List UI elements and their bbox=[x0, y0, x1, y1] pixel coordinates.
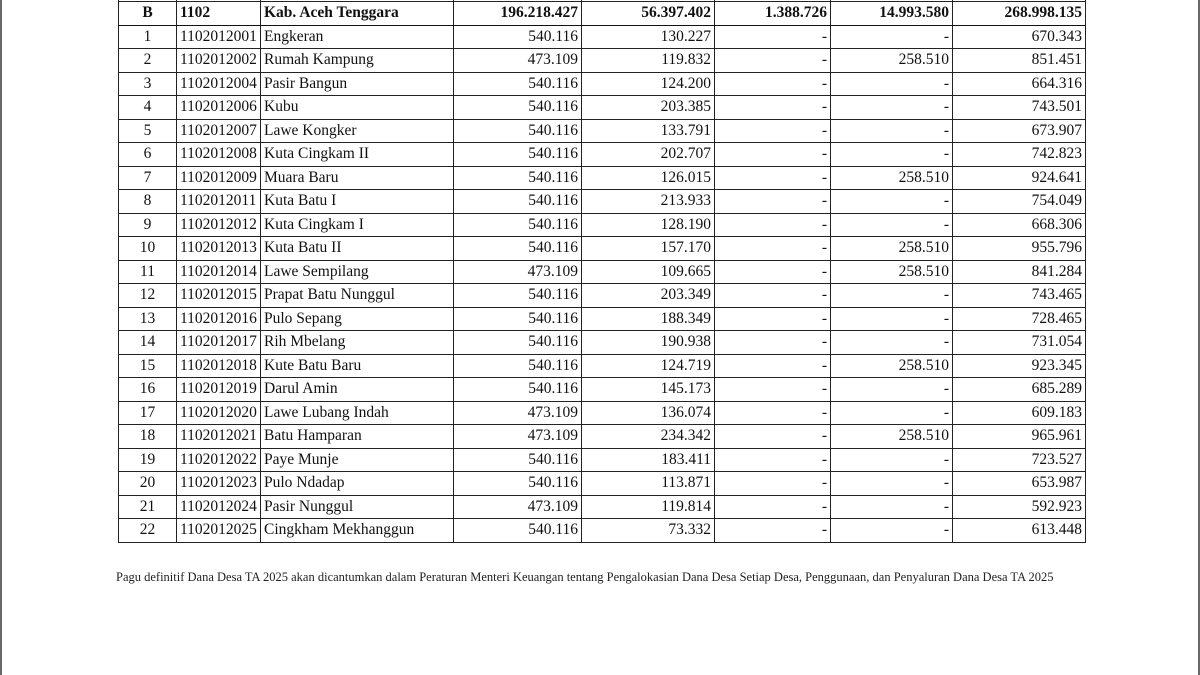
cell-value-1: 540.116 bbox=[454, 72, 582, 96]
cell-value-4: - bbox=[831, 331, 953, 355]
cell-name: Kubu bbox=[261, 96, 454, 120]
cell-code: 1102012016 bbox=[177, 307, 261, 331]
cell-no: 3 bbox=[119, 72, 177, 96]
cell-value-1: 540.116 bbox=[454, 119, 582, 143]
cell-name: Darul Amin bbox=[261, 378, 454, 402]
cell-no: 4 bbox=[119, 96, 177, 120]
table-row bbox=[119, 495, 1086, 519]
cell-value-3: - bbox=[715, 331, 831, 355]
cell-no: 21 bbox=[119, 495, 177, 519]
cell-value-3: - bbox=[715, 49, 831, 73]
cell-name: Pulo Sepang bbox=[261, 307, 454, 331]
cell-value-3: - bbox=[715, 354, 831, 378]
cell-value-4: - bbox=[831, 472, 953, 496]
cell-code: 1102012020 bbox=[177, 401, 261, 425]
cell-value-4: - bbox=[831, 190, 953, 214]
cell-value-3: - bbox=[715, 401, 831, 425]
cell-code: 1102012013 bbox=[177, 237, 261, 261]
cell-value-1: 196.218.427 bbox=[454, 2, 582, 26]
table-row bbox=[119, 448, 1086, 472]
cell-total: 268.998.135 bbox=[953, 2, 1086, 26]
cell-total: 592.923 bbox=[953, 495, 1086, 519]
cell-name: Cingkham Mekhanggun bbox=[261, 519, 454, 543]
cell-value-3: - bbox=[715, 284, 831, 308]
cell-value-4: 14.993.580 bbox=[831, 2, 953, 26]
cell-name: Kuta Batu II bbox=[261, 237, 454, 261]
cell-code: 1102 bbox=[177, 2, 261, 26]
cell-value-2: 128.190 bbox=[582, 213, 715, 237]
cell-no: 10 bbox=[119, 237, 177, 261]
cell-value-2: 130.227 bbox=[582, 25, 715, 49]
cell-value-3: - bbox=[715, 72, 831, 96]
table-row bbox=[119, 307, 1086, 331]
cell-total: 955.796 bbox=[953, 237, 1086, 261]
cell-name: Pasir Nunggul bbox=[261, 495, 454, 519]
cell-no: 9 bbox=[119, 213, 177, 237]
table-row bbox=[119, 519, 1086, 543]
table-row bbox=[119, 213, 1086, 237]
cell-value-1: 540.116 bbox=[454, 166, 582, 190]
cell-value-3: - bbox=[715, 448, 831, 472]
cell-value-4: - bbox=[831, 307, 953, 331]
cell-value-1: 540.116 bbox=[454, 519, 582, 543]
cell-value-2: 190.938 bbox=[582, 331, 715, 355]
cell-value-2: 136.074 bbox=[582, 401, 715, 425]
cell-code: 1102012008 bbox=[177, 143, 261, 167]
cell-value-2: 157.170 bbox=[582, 237, 715, 261]
cell-code: 1102012007 bbox=[177, 119, 261, 143]
cell-value-4: 258.510 bbox=[831, 260, 953, 284]
table-row bbox=[119, 143, 1086, 167]
cell-value-4: 258.510 bbox=[831, 49, 953, 73]
cell-value-3: - bbox=[715, 519, 831, 543]
cell-value-4: - bbox=[831, 401, 953, 425]
cell-value-4: 258.510 bbox=[831, 166, 953, 190]
cell-value-2: 113.871 bbox=[582, 472, 715, 496]
cell-total: 754.049 bbox=[953, 190, 1086, 214]
cell-no: 5 bbox=[119, 119, 177, 143]
cell-code: 1102012001 bbox=[177, 25, 261, 49]
table-row bbox=[119, 425, 1086, 449]
cell-value-2: 119.832 bbox=[582, 49, 715, 73]
cell-value-1: 473.109 bbox=[454, 401, 582, 425]
cell-no: 8 bbox=[119, 190, 177, 214]
cell-value-1: 540.116 bbox=[454, 472, 582, 496]
cell-no: 18 bbox=[119, 425, 177, 449]
cell-value-2: 145.173 bbox=[582, 378, 715, 402]
cell-code: 1102012024 bbox=[177, 495, 261, 519]
cell-code: 1102012015 bbox=[177, 284, 261, 308]
cell-value-2: 119.814 bbox=[582, 495, 715, 519]
cell-name: Rih Mbelang bbox=[261, 331, 454, 355]
cell-code: 1102012018 bbox=[177, 354, 261, 378]
cell-value-3: - bbox=[715, 96, 831, 120]
cell-value-4: - bbox=[831, 25, 953, 49]
cell-no: 20 bbox=[119, 472, 177, 496]
cell-value-4: 258.510 bbox=[831, 425, 953, 449]
cell-value-2: 133.791 bbox=[582, 119, 715, 143]
table-row bbox=[119, 166, 1086, 190]
cell-name: Kuta Cingkam II bbox=[261, 143, 454, 167]
cell-value-4: - bbox=[831, 96, 953, 120]
cell-name: Kuta Batu I bbox=[261, 190, 454, 214]
cell-no: 16 bbox=[119, 378, 177, 402]
cell-total: 841.284 bbox=[953, 260, 1086, 284]
cell-total: 742.823 bbox=[953, 143, 1086, 167]
cell-value-3: 1.388.726 bbox=[715, 2, 831, 26]
cell-value-1: 473.109 bbox=[454, 495, 582, 519]
cell-value-3: - bbox=[715, 495, 831, 519]
cell-code: 1102012019 bbox=[177, 378, 261, 402]
cell-value-3: - bbox=[715, 119, 831, 143]
cell-value-2: 124.200 bbox=[582, 72, 715, 96]
table-row bbox=[119, 354, 1086, 378]
cell-value-2: 183.411 bbox=[582, 448, 715, 472]
table-row bbox=[119, 25, 1086, 49]
cell-no: 6 bbox=[119, 143, 177, 167]
table-row-regency bbox=[119, 2, 1086, 26]
cell-value-2: 202.707 bbox=[582, 143, 715, 167]
cell-value-2: 203.385 bbox=[582, 96, 715, 120]
cell-name: Kab. Aceh Tenggara bbox=[261, 2, 454, 26]
cell-total: 670.343 bbox=[953, 25, 1086, 49]
cell-total: 685.289 bbox=[953, 378, 1086, 402]
cell-value-4: 258.510 bbox=[831, 354, 953, 378]
table-row bbox=[119, 49, 1086, 73]
cell-name: Pulo Ndadap bbox=[261, 472, 454, 496]
cell-name: Pasir Bangun bbox=[261, 72, 454, 96]
footnote: Pagu definitif Dana Desa TA 2025 akan dicantumkan dalam Peraturan Menteri Keuangan tentang Pengalokasian Dana Desa Setiap Desa, Penggunaan, dan Penyaluran Dana Desa TA 2025 bbox=[116, 570, 1054, 584]
cell-value-1: 540.116 bbox=[454, 307, 582, 331]
table-row bbox=[119, 284, 1086, 308]
cell-value-3: - bbox=[715, 213, 831, 237]
cell-value-3: - bbox=[715, 378, 831, 402]
cell-value-1: 540.116 bbox=[454, 237, 582, 261]
cell-value-1: 540.116 bbox=[454, 190, 582, 214]
cell-no: 12 bbox=[119, 284, 177, 308]
cell-code: 1102012014 bbox=[177, 260, 261, 284]
table-row bbox=[119, 260, 1086, 284]
cell-value-3: - bbox=[715, 25, 831, 49]
cell-value-3: - bbox=[715, 307, 831, 331]
cell-value-4: - bbox=[831, 213, 953, 237]
cell-total: 851.451 bbox=[953, 49, 1086, 73]
cell-code: 1102012017 bbox=[177, 331, 261, 355]
cell-total: 664.316 bbox=[953, 72, 1086, 96]
cell-value-4: - bbox=[831, 495, 953, 519]
table-row bbox=[119, 96, 1086, 120]
allocation-table bbox=[118, 0, 1086, 543]
cell-value-2: 124.719 bbox=[582, 354, 715, 378]
cell-value-3: - bbox=[715, 190, 831, 214]
cell-no: 13 bbox=[119, 307, 177, 331]
cell-value-1: 540.116 bbox=[454, 213, 582, 237]
cell-value-1: 540.116 bbox=[454, 378, 582, 402]
cell-no: 7 bbox=[119, 166, 177, 190]
cell-value-2: 203.349 bbox=[582, 284, 715, 308]
cell-name: Engkeran bbox=[261, 25, 454, 49]
cell-total: 668.306 bbox=[953, 213, 1086, 237]
cell-value-1: 540.116 bbox=[454, 448, 582, 472]
cell-name: Prapat Batu Nunggul bbox=[261, 284, 454, 308]
cell-name: Muara Baru bbox=[261, 166, 454, 190]
cell-no: 11 bbox=[119, 260, 177, 284]
cell-total: 613.448 bbox=[953, 519, 1086, 543]
cell-value-2: 109.665 bbox=[582, 260, 715, 284]
cell-value-4: - bbox=[831, 378, 953, 402]
cell-no: 14 bbox=[119, 331, 177, 355]
cell-value-1: 473.109 bbox=[454, 49, 582, 73]
table-row bbox=[119, 472, 1086, 496]
cell-value-3: - bbox=[715, 425, 831, 449]
cell-value-2: 234.342 bbox=[582, 425, 715, 449]
cell-value-4: - bbox=[831, 119, 953, 143]
cell-value-4: 258.510 bbox=[831, 237, 953, 261]
cell-value-2: 126.015 bbox=[582, 166, 715, 190]
cell-value-1: 540.116 bbox=[454, 143, 582, 167]
cell-code: 1102012006 bbox=[177, 96, 261, 120]
cell-total: 965.961 bbox=[953, 425, 1086, 449]
cell-value-4: - bbox=[831, 72, 953, 96]
cell-no: 15 bbox=[119, 354, 177, 378]
cell-value-4: - bbox=[831, 448, 953, 472]
cell-code: 1102012022 bbox=[177, 448, 261, 472]
cell-value-4: - bbox=[831, 519, 953, 543]
table-row bbox=[119, 237, 1086, 261]
cell-value-1: 540.116 bbox=[454, 284, 582, 308]
cell-total: 924.641 bbox=[953, 166, 1086, 190]
cell-total: 673.907 bbox=[953, 119, 1086, 143]
cell-total: 731.054 bbox=[953, 331, 1086, 355]
cell-value-1: 540.116 bbox=[454, 25, 582, 49]
cell-name: Lawe Kongker bbox=[261, 119, 454, 143]
cell-code: 1102012004 bbox=[177, 72, 261, 96]
cell-value-1: 540.116 bbox=[454, 331, 582, 355]
cell-name: Lawe Lubang Indah bbox=[261, 401, 454, 425]
page-edge-left bbox=[0, 0, 2, 675]
cell-value-1: 540.116 bbox=[454, 96, 582, 120]
cell-name: Kute Batu Baru bbox=[261, 354, 454, 378]
cell-value-3: - bbox=[715, 260, 831, 284]
cell-code: 1102012025 bbox=[177, 519, 261, 543]
cell-total: 728.465 bbox=[953, 307, 1086, 331]
table-row bbox=[119, 190, 1086, 214]
cell-no: 22 bbox=[119, 519, 177, 543]
cell-value-2: 213.933 bbox=[582, 190, 715, 214]
cell-name: Batu Hamparan bbox=[261, 425, 454, 449]
cell-total: 923.345 bbox=[953, 354, 1086, 378]
cell-total: 743.465 bbox=[953, 284, 1086, 308]
cell-value-1: 473.109 bbox=[454, 425, 582, 449]
cell-name: Kuta Cingkam I bbox=[261, 213, 454, 237]
cell-value-4: - bbox=[831, 143, 953, 167]
table-row bbox=[119, 72, 1086, 96]
cell-value-2: 56.397.402 bbox=[582, 2, 715, 26]
cell-value-1: 473.109 bbox=[454, 260, 582, 284]
cell-total: 609.183 bbox=[953, 401, 1086, 425]
cell-no: 17 bbox=[119, 401, 177, 425]
cell-code: 1102012023 bbox=[177, 472, 261, 496]
cell-value-2: 188.349 bbox=[582, 307, 715, 331]
cell-value-2: 73.332 bbox=[582, 519, 715, 543]
cell-code: 1102012012 bbox=[177, 213, 261, 237]
cell-value-3: - bbox=[715, 166, 831, 190]
cell-value-3: - bbox=[715, 237, 831, 261]
cell-name: Lawe Sempilang bbox=[261, 260, 454, 284]
table-row bbox=[119, 331, 1086, 355]
cell-no: 19 bbox=[119, 448, 177, 472]
cell-code: 1102012011 bbox=[177, 190, 261, 214]
cell-name: Rumah Kampung bbox=[261, 49, 454, 73]
cell-value-3: - bbox=[715, 472, 831, 496]
table-row bbox=[119, 378, 1086, 402]
cell-name: Paye Munje bbox=[261, 448, 454, 472]
cell-total: 743.501 bbox=[953, 96, 1086, 120]
cell-code: 1102012002 bbox=[177, 49, 261, 73]
cell-code: 1102012009 bbox=[177, 166, 261, 190]
cell-value-4: - bbox=[831, 284, 953, 308]
cell-no: B bbox=[119, 2, 177, 26]
table-row bbox=[119, 401, 1086, 425]
cell-total: 653.987 bbox=[953, 472, 1086, 496]
cell-total: 723.527 bbox=[953, 448, 1086, 472]
cell-code: 1102012021 bbox=[177, 425, 261, 449]
cell-no: 2 bbox=[119, 49, 177, 73]
cell-value-3: - bbox=[715, 143, 831, 167]
table-row bbox=[119, 119, 1086, 143]
cell-value-1: 540.116 bbox=[454, 354, 582, 378]
cell-no: 1 bbox=[119, 25, 177, 49]
